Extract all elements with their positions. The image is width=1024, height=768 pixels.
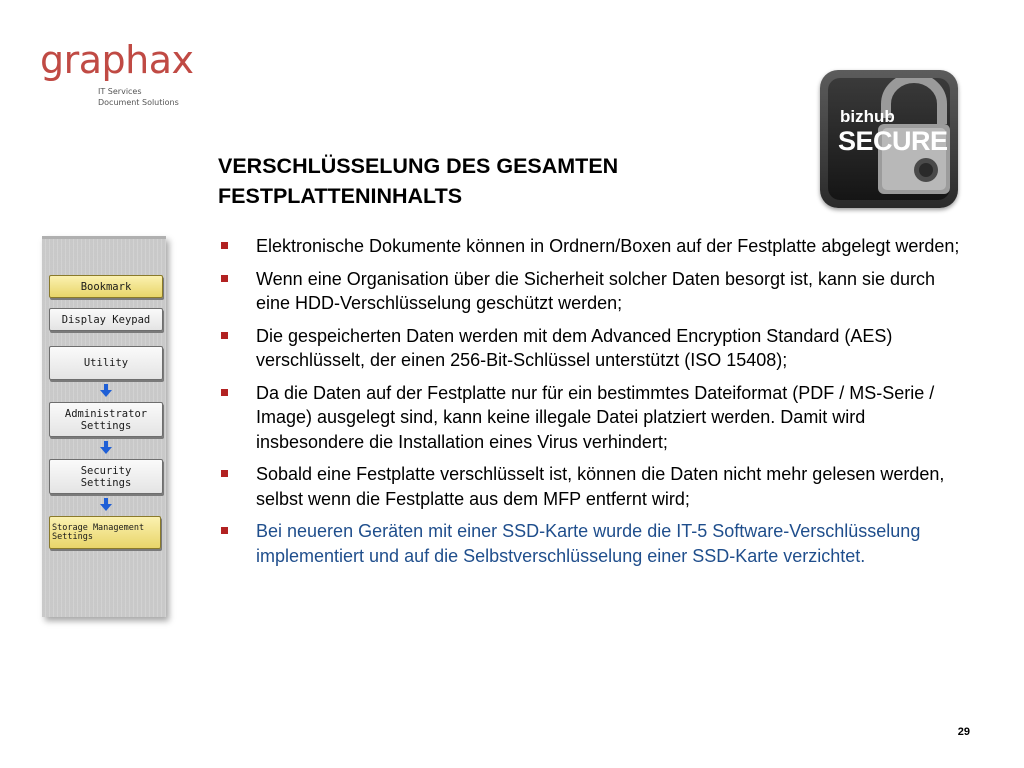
bullet-marker-icon	[221, 242, 228, 249]
bullet-marker-icon	[221, 527, 228, 534]
bullet-text: Bei neueren Geräten mit einer SSD-Karte wurde die IT-5 Software-Verschlüsselung implementiert und auf die Selbstverschlüsselung einer SSD-Karte verzichtet.	[256, 521, 921, 566]
logo-tagline-line-1: IT Services	[98, 87, 142, 96]
administrator-settings-button[interactable]	[49, 402, 163, 437]
bizhub-secure-badge	[820, 70, 958, 208]
administrator-settings-line-1: Administrator	[64, 407, 148, 420]
badge-brand-text: bizhub	[840, 107, 895, 126]
bullet-marker-icon	[221, 332, 228, 339]
storage-management-settings-button[interactable]	[49, 516, 161, 549]
bullet-text: Sobald eine Festplatte verschlüsselt ist, können die Daten nicht mehr gelesen werden, selbst wenn die Festplatte aus dem MFP entfernt wird;	[256, 464, 945, 509]
slide-title-line-1: VERSCHLÜSSELUNG DES GESAMTEN	[218, 154, 619, 178]
logo-tagline-line-2: Document Solutions	[98, 98, 179, 107]
bullet-item	[218, 462, 970, 511]
badge-secure-text: SECURE	[838, 126, 948, 156]
bullet-list	[218, 234, 970, 576]
storage-management-line-2: Settings	[52, 531, 93, 542]
bullet-text: Wenn eine Organisation über die Sicherheit solcher Daten besorgt ist, kann sie durch eine HDD-Verschlüsselung geschützt werden;	[256, 268, 936, 313]
bullet-item	[218, 267, 970, 316]
utility-button[interactable]: Utility	[49, 346, 163, 380]
bullet-text: Da die Daten auf der Festplatte nur für ein bestimmtes Dateiformat (PDF / MS-Serie / Image) ausgelegt sind, kann keine illegale Datei platziert werden. Damit wird insbesondere die Installation eines Virus verhindert;	[256, 382, 935, 452]
logo-tagline	[98, 86, 179, 108]
bookmark-button[interactable]: Bookmark	[49, 275, 163, 298]
administrator-settings-line-2: Settings	[80, 419, 132, 432]
bullet-item	[218, 234, 970, 259]
bullet-text: Elektronische Dokumente können in Ordnern/Boxen auf der Festplatte abgelegt werden;	[256, 236, 960, 256]
security-settings-button[interactable]	[49, 459, 163, 494]
bullet-item	[218, 324, 970, 373]
storage-management-line-1: Storage Management	[52, 522, 145, 533]
bullet-text: Die gespeicherten Daten werden mit dem Advanced Encryption Standard (AES) verschlüsselt, der einen 256-Bit-Schlüssel unterstützt (ISO 15408);	[256, 325, 893, 370]
display-keypad-button[interactable]: Display Keypad	[49, 308, 163, 331]
security-settings-line-1: Security	[80, 464, 132, 477]
slide-title	[218, 151, 778, 211]
arrow-down-icon	[100, 441, 112, 455]
bullet-marker-icon	[221, 275, 228, 282]
security-settings-line-2: Settings	[80, 476, 132, 489]
arrow-down-icon	[100, 384, 112, 398]
badge-face	[828, 78, 950, 200]
bullet-item	[218, 381, 970, 455]
bullet-item-highlight	[218, 519, 970, 568]
page-number: 29	[957, 726, 970, 738]
device-panel-screenshot	[42, 236, 166, 617]
bullet-marker-icon	[221, 470, 228, 477]
logo-wordmark: graphax	[40, 38, 194, 82]
slide-title-line-2: FESTPLATTENINHALTS	[218, 184, 463, 208]
graphax-logo	[40, 38, 194, 110]
bullet-marker-icon	[221, 389, 228, 396]
arrow-down-icon	[100, 498, 112, 512]
